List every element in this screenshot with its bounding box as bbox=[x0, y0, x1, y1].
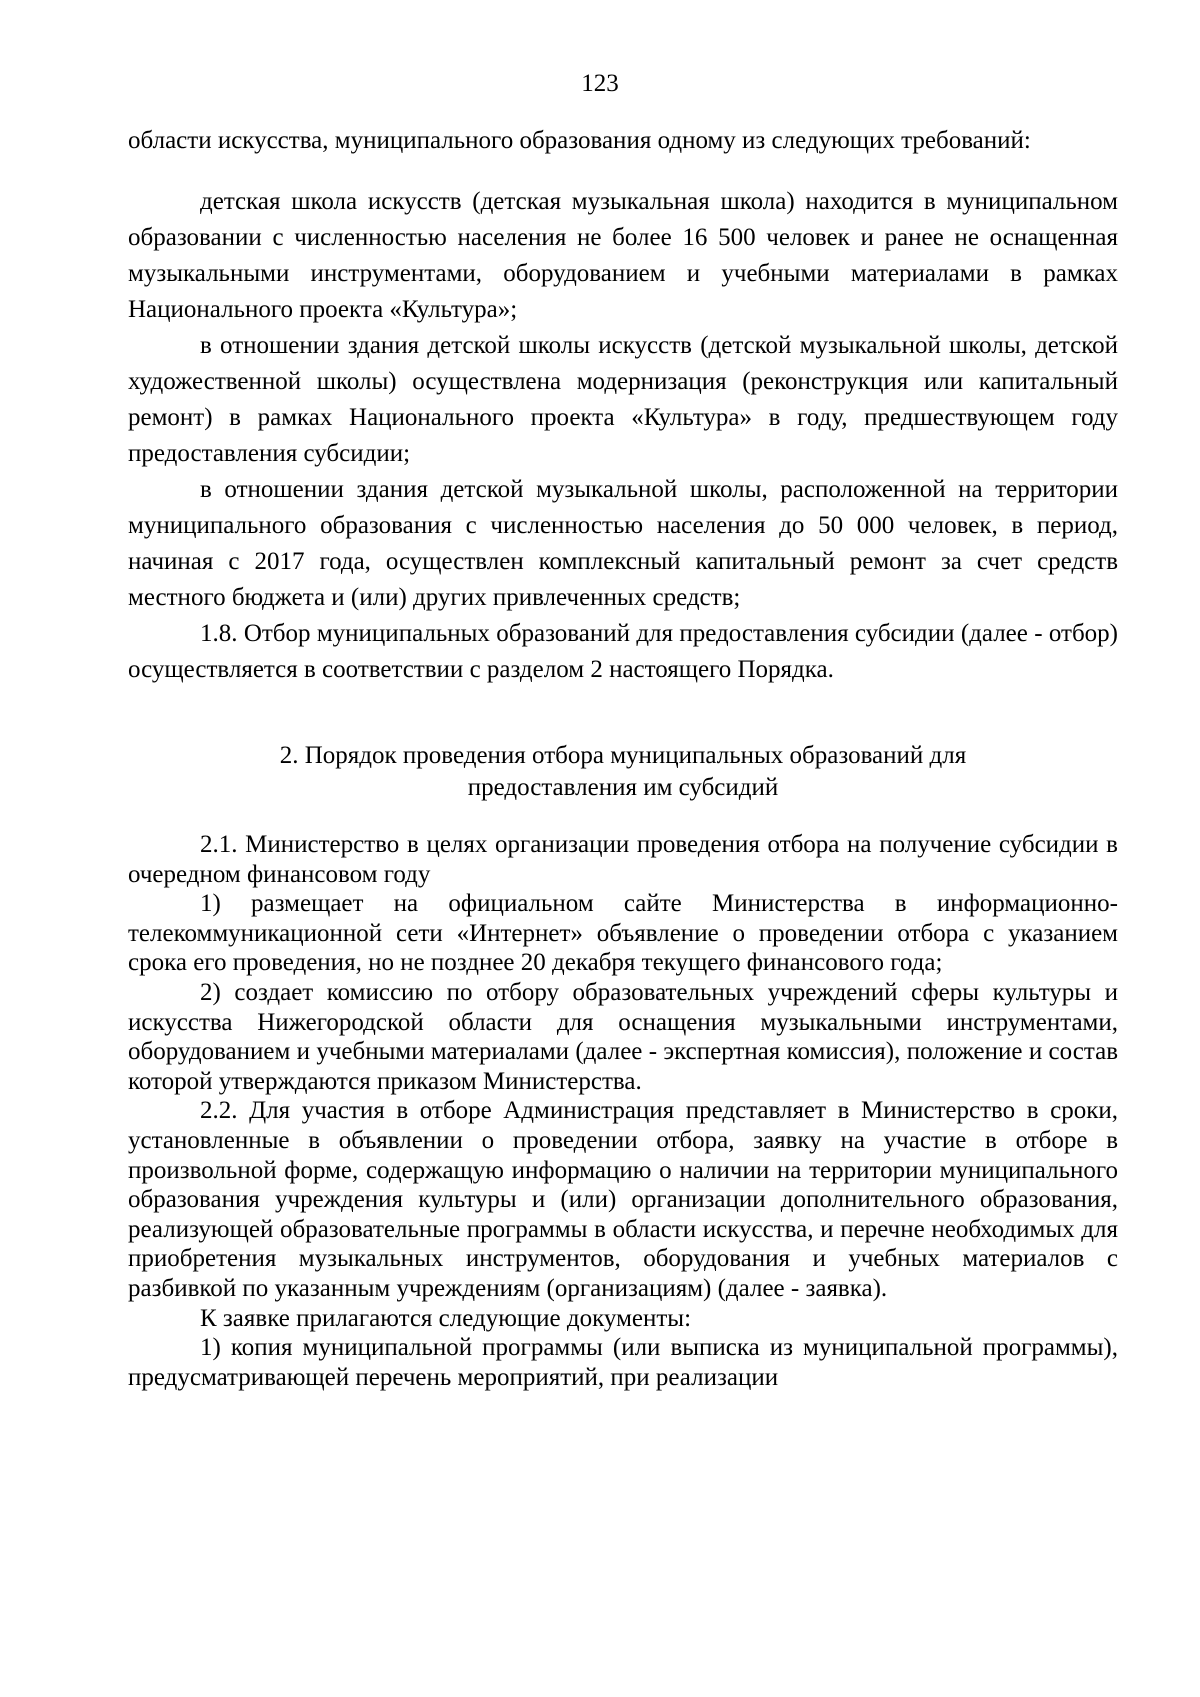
paragraph: области искусства, муниципального образования одному из следующих требований: bbox=[128, 127, 1031, 154]
section-heading-line: предоставления им субсидий bbox=[467, 774, 779, 801]
paragraph: детская школа искусств (детская музыкальная школа) находится в муниципальном образовании с численностью населения не более 16 500 человек и ранее не оснащенная музыкальными инструментами, оборудованием и учебными материалами в рамках Национального проекта «Культура»; bbox=[128, 188, 1118, 323]
paragraph: 1) копия муниципальной программы (или выписка из муниципальной программы), предусматривающей перечень мероприятий, при реализации bbox=[128, 1334, 1118, 1391]
intro-block bbox=[128, 126, 1118, 155]
section-heading bbox=[128, 740, 1118, 804]
paragraph: в отношении здания детской музыкальной школы, расположенной на территории муниципального образования с численностью населения до 50 000 человек, в период, начиная с 2017 года, осуществлен комплексный капитальный ремонт за счет средств местного бюджета и (или) других привлеченных средств; bbox=[128, 476, 1118, 611]
requirements-block bbox=[128, 184, 1118, 688]
section-heading-line: 2. Порядок проведения отбора муниципальных образований для bbox=[279, 742, 967, 769]
procedure-block bbox=[128, 830, 1118, 1392]
paragraph: 2.2. Для участия в отборе Администрация представляет в Министерство в сроки, установленные в объявлении о проведении отбора, заявку на участие в отборе в произвольной форме, содержащую информацию о наличии на территории муниципального образования учреждения культуры и (или) организации дополнительного образования, реализующей образовательные программы в области искусства, и перечне необходимых для приобретения музыкальных инструментов, оборудования и учебных материалов с разбивкой по указанным учреждениям (организациям) (далее - заявка). bbox=[128, 1097, 1118, 1302]
page-number: 123 bbox=[581, 70, 619, 97]
paragraph: 2.1. Министерство в целях организации проведения отбора на получение субсидии в очередном финансовом году bbox=[128, 831, 1118, 888]
paragraph: К заявке прилагаются следующие документы: bbox=[200, 1304, 692, 1332]
paragraph: 1.8. Отбор муниципальных образований для предоставления субсидии (далее - отбор) осуществляется в соответствии с разделом 2 настоящего Порядка. bbox=[128, 620, 1118, 683]
paragraph: в отношении здания детской школы искусств (детской музыкальной школы, детской художественной школы) осуществлена модернизация (реконструкция или капитальный ремонт) в рамках Национального проекта «Культура» в году, предшествующем году предоставления субсидии; bbox=[128, 332, 1118, 467]
paragraph: 1) размещает на официальном сайте Министерства в информационно-телекоммуникационной сети «Интернет» объявление о проведении отбора с указанием срока его проведения, но не позднее 20 декабря текущего финансового года; bbox=[128, 890, 1118, 977]
paragraph: 2) создает комиссию по отбору образовательных учреждений сферы культуры и искусства Нижегородской области для оснащения музыкальными инструментами, оборудованием и учебными материалами (далее - экспертная комиссия), положение и состав которой утверждаются приказом Министерства. bbox=[128, 978, 1118, 1095]
